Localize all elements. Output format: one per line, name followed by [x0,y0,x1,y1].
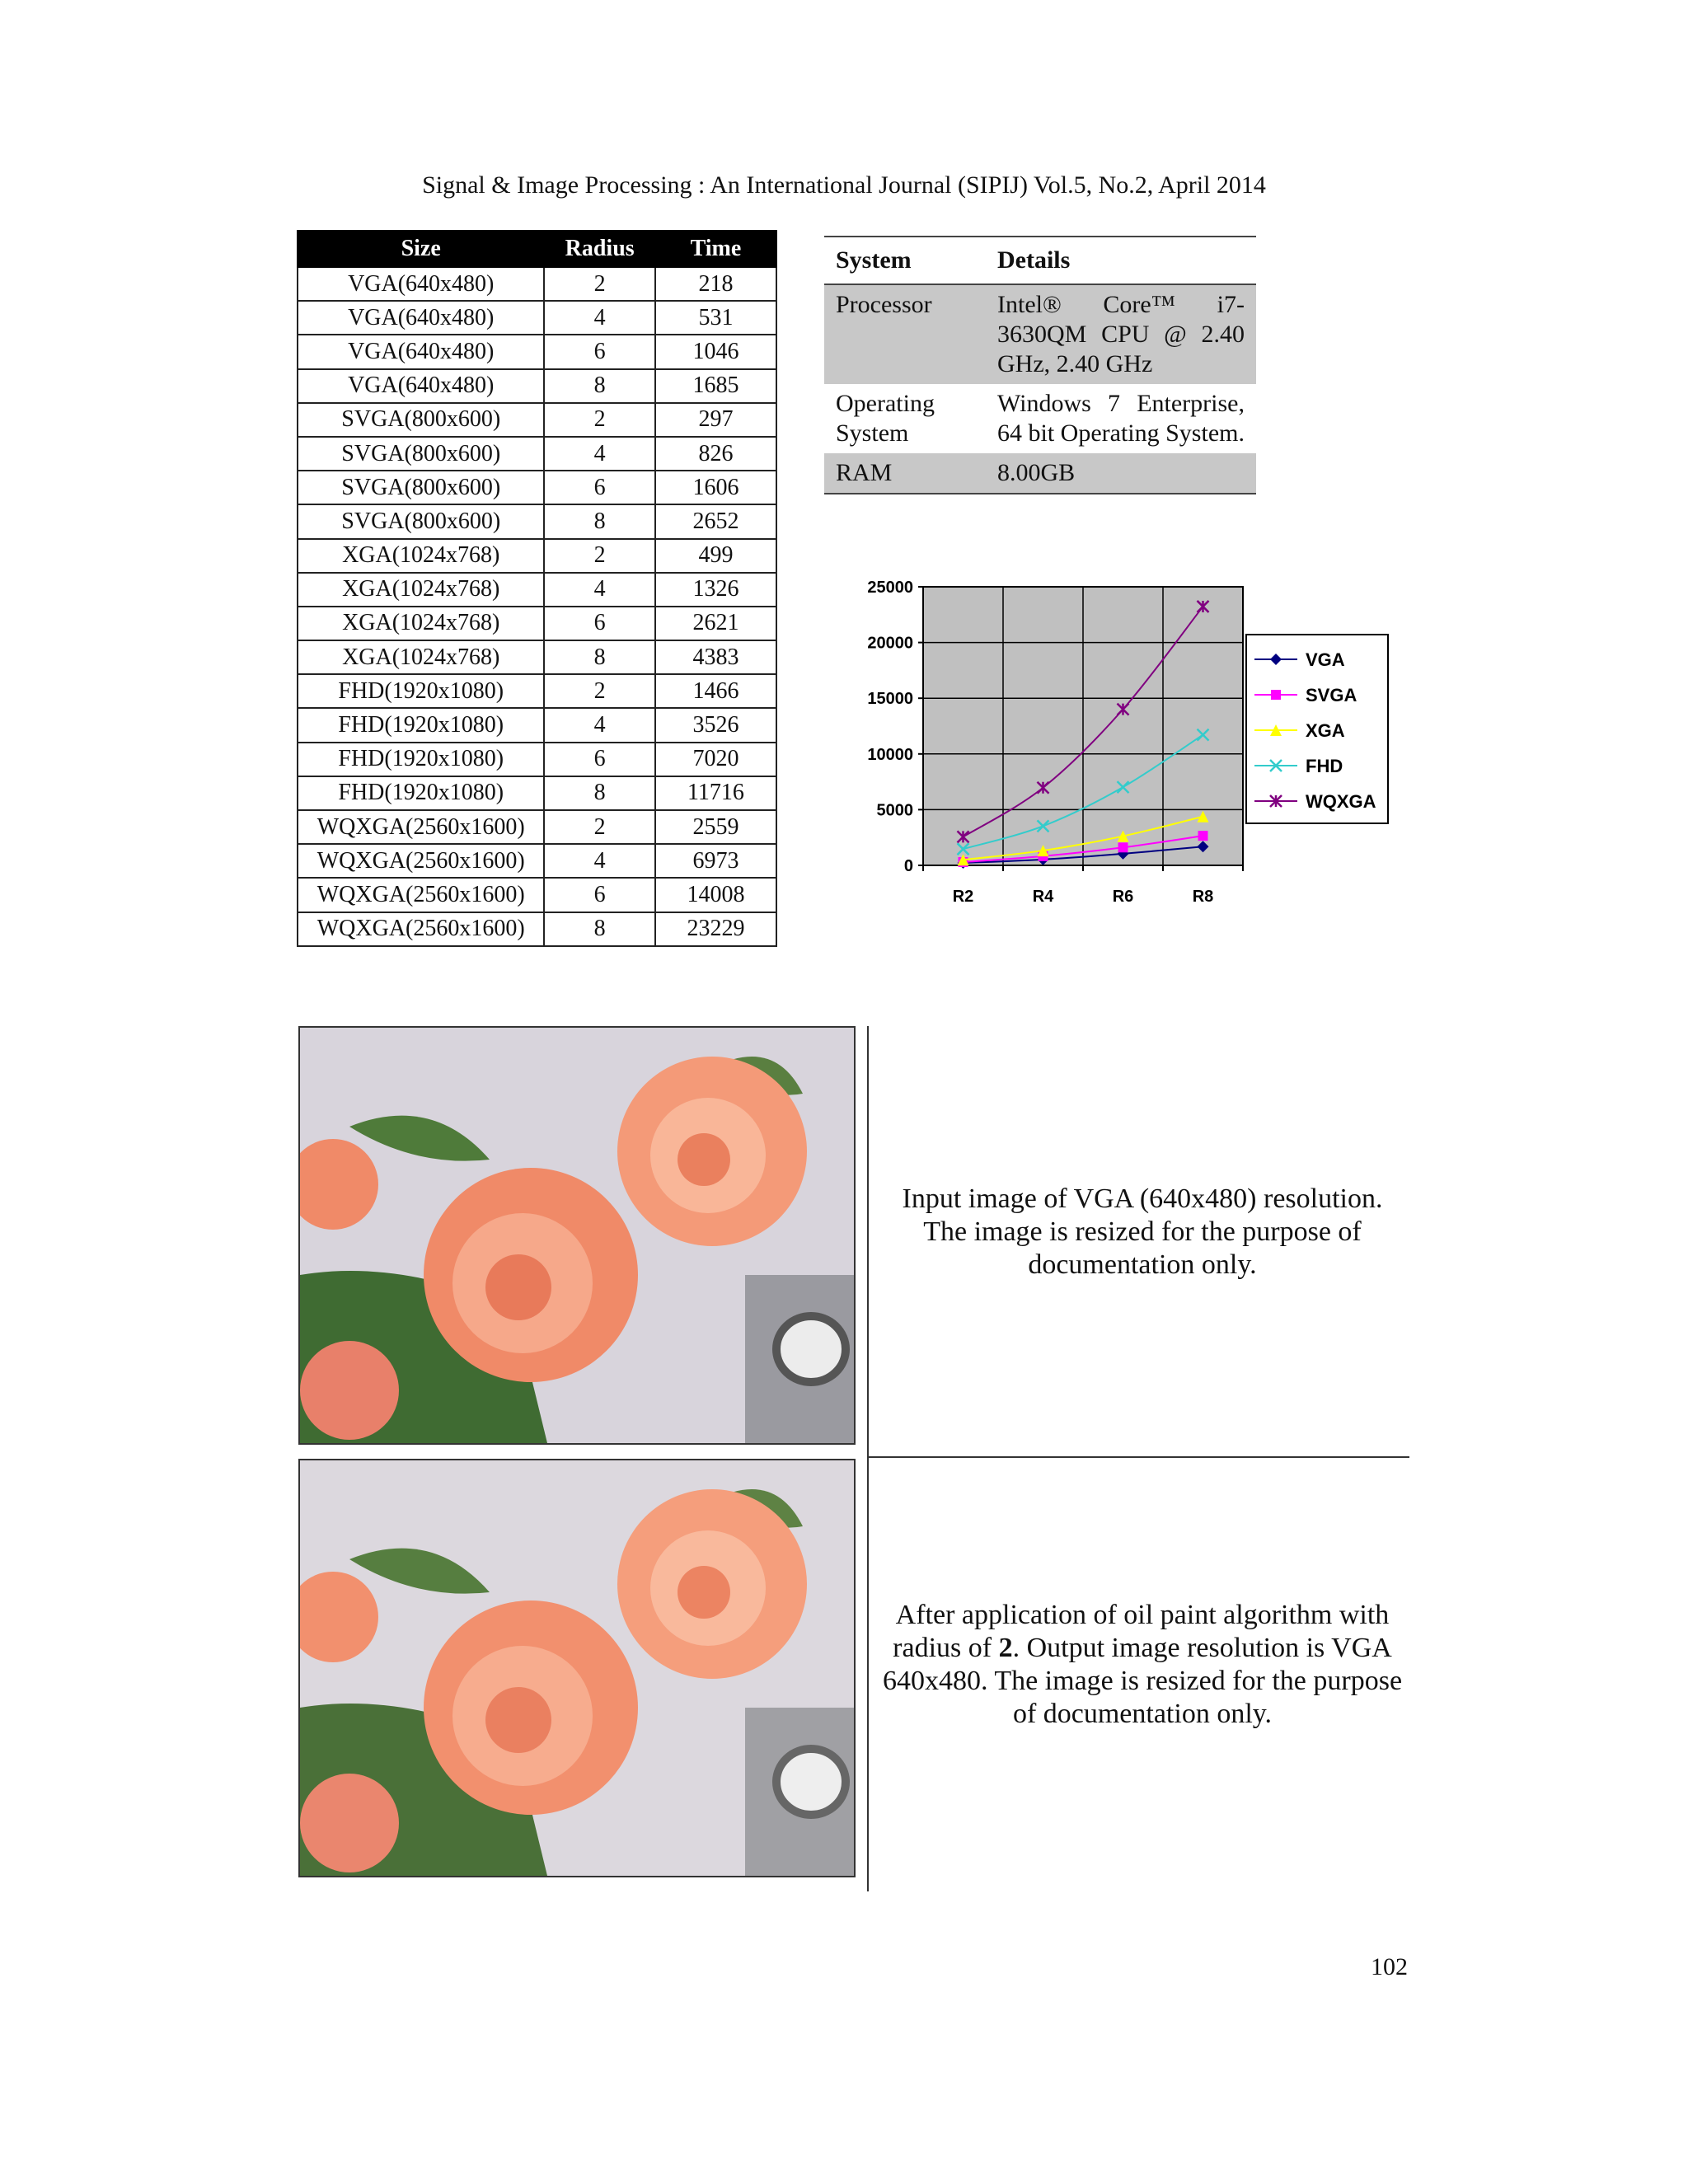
timing-table-row [298,844,776,878]
timing-table-cell: 1326 [655,573,776,607]
system-header-details: Details [986,237,1256,284]
timing-line-chart [832,569,1409,915]
system-details: Windows 7 Enterprise, 64 bit Operating System. [997,390,1245,447]
timing-table-row [298,504,776,538]
timing-table-cell: 6 [544,471,654,504]
timing-table-cell: VGA(640x480) [298,335,544,368]
system-details: Intel® Core™ i7-3630QM CPU @ 2.40 GHz, 2.40 GHz [986,284,1256,384]
input-image-caption: Input image of VGA (640x480) resolution. The image is resized for the purpose of documentation only. [902,1183,1383,1280]
system-row-ram [824,453,1256,494]
timing-table-cell: 499 [655,539,776,573]
timing-table-row [298,437,776,471]
timing-table-cell: 6 [544,878,654,912]
timing-table-row [298,369,776,403]
system-row-processor [824,284,1256,384]
timing-table-cell: WQXGA(2560x1600) [298,912,544,946]
timing-table-row [298,810,776,844]
timing-table-row [298,640,776,674]
timing-table-row [298,878,776,912]
y-tick-label: 15000 [867,690,913,709]
timing-table-cell: 2652 [655,504,776,538]
timing-table-cell: FHD(1920x1080) [298,776,544,810]
timing-table-row [298,539,776,573]
timing-table-cell: SVGA(800x600) [298,403,544,437]
timing-table-cell: 4383 [655,640,776,674]
timing-table-row [298,301,776,335]
figure-divider-vertical [867,1026,869,1891]
caption-text-after: . Output image resolution is VGA 640x480. The image is resized for the purpose of documentation only. [882,1633,1403,1729]
system-table-header [824,237,1256,284]
timing-table-row [298,573,776,607]
system-label: Operating System [836,390,935,447]
output-image [298,1459,856,1877]
timing-table-cell: 4 [544,844,654,878]
timing-table-row [298,471,776,504]
system-header-system: System [824,237,986,284]
y-tick-label: 10000 [867,745,913,764]
timing-table-row [298,912,776,946]
timing-header-cell: Radius [544,231,654,267]
running-header: Signal & Image Processing : An International Journal (SIPIJ) Vol.5, No.2, April 2014 [422,171,1266,199]
timing-table-cell: 8 [544,776,654,810]
timing-table-row [298,267,776,301]
timing-table-row [298,335,776,368]
timing-table-cell: 8 [544,369,654,403]
timing-table-cell: SVGA(800x600) [298,504,544,538]
timing-table-cell: 4 [544,573,654,607]
system-details: 8.00GB [986,453,1256,494]
page-number: 102 [1371,1953,1408,1980]
y-tick-label: 25000 [867,579,913,597]
timing-table-cell: 7020 [655,743,776,776]
system-label: RAM [824,453,986,494]
timing-table-cell: 1046 [655,335,776,368]
timing-table-cell: XGA(1024x768) [298,640,544,674]
timing-table-cell: 4 [544,708,654,742]
timing-table-cell: 14008 [655,878,776,912]
timing-table-cell: WQXGA(2560x1600) [298,878,544,912]
timing-table-cell: VGA(640x480) [298,267,544,301]
y-tick-label: 20000 [867,634,913,653]
legend-label: FHD [1306,756,1343,776]
timing-table-cell: 2 [544,403,654,437]
timing-table-cell: FHD(1920x1080) [298,743,544,776]
data-point-svga [1118,842,1128,852]
timing-table-cell: VGA(640x480) [298,369,544,403]
timing-table-cell: 3526 [655,708,776,742]
system-table [824,236,1256,494]
data-point-svga [1198,831,1208,841]
x-tick-label: R6 [1112,888,1134,906]
timing-table-cell: 6 [544,607,654,640]
timing-table-cell: 6 [544,743,654,776]
timing-table-cell: 8 [544,504,654,538]
timing-table-cell: 2 [544,674,654,708]
y-tick-label: 5000 [876,801,913,820]
timing-table-cell: 531 [655,301,776,335]
timing-table-row [298,708,776,742]
x-tick-label: R8 [1192,888,1214,906]
figure-divider-horizontal [867,1456,1409,1458]
legend-label: VGA [1306,649,1345,670]
timing-table-cell: 1606 [655,471,776,504]
timing-table-cell: XGA(1024x768) [298,607,544,640]
y-tick-label: 0 [903,857,913,875]
timing-table-cell: 2559 [655,810,776,844]
timing-table-cell: SVGA(800x600) [298,437,544,471]
timing-table-header [298,231,776,267]
timing-table-cell: FHD(1920x1080) [298,674,544,708]
timing-table-cell: VGA(640x480) [298,301,544,335]
output-image-caption [879,1599,1406,1731]
timing-table-cell: 11716 [655,776,776,810]
rose-photo-input [300,1028,854,1443]
caption-radius-value: 2 [998,1633,1013,1663]
legend-label: WQXGA [1306,791,1376,812]
timing-table-cell: 826 [655,437,776,471]
timing-table-cell: WQXGA(2560x1600) [298,810,544,844]
legend-marker [1271,690,1281,700]
caption-text-before: After application of oil paint algorithm with radius of [893,1600,1390,1663]
timing-table-cell: XGA(1024x768) [298,573,544,607]
timing-table-cell: 2621 [655,607,776,640]
timing-table-cell: 2 [544,267,654,301]
timing-table-row [298,403,776,437]
timing-table-cell: 297 [655,403,776,437]
system-row-os [824,384,1256,453]
timing-table [297,230,777,947]
timing-table-cell: 4 [544,437,654,471]
x-tick-label: R4 [1032,888,1054,906]
system-label: Processor [824,284,986,384]
timing-header-cell: Time [655,231,776,267]
timing-table-row [298,607,776,640]
timing-table-cell: 6973 [655,844,776,878]
timing-table-cell: XGA(1024x768) [298,539,544,573]
timing-table-cell: SVGA(800x600) [298,471,544,504]
timing-table-cell: 8 [544,640,654,674]
timing-table-cell: 218 [655,267,776,301]
timing-table-row [298,743,776,776]
timing-table-cell: 23229 [655,912,776,946]
timing-table-cell: WQXGA(2560x1600) [298,844,544,878]
input-image [298,1026,856,1445]
legend-label: XGA [1306,720,1345,741]
timing-table-row [298,776,776,810]
timing-table-cell: 2 [544,810,654,844]
timing-table-cell: 1685 [655,369,776,403]
timing-table-row [298,674,776,708]
timing-table-cell: 4 [544,301,654,335]
timing-table-cell: 2 [544,539,654,573]
timing-table-cell: FHD(1920x1080) [298,708,544,742]
timing-table-cell: 8 [544,912,654,946]
timing-table-cell: 6 [544,335,654,368]
legend-label: SVGA [1306,685,1357,705]
timing-table-cell: 1466 [655,674,776,708]
x-tick-label: R2 [952,888,974,906]
rose-photo-output [300,1460,854,1876]
timing-header-cell: Size [298,231,544,267]
